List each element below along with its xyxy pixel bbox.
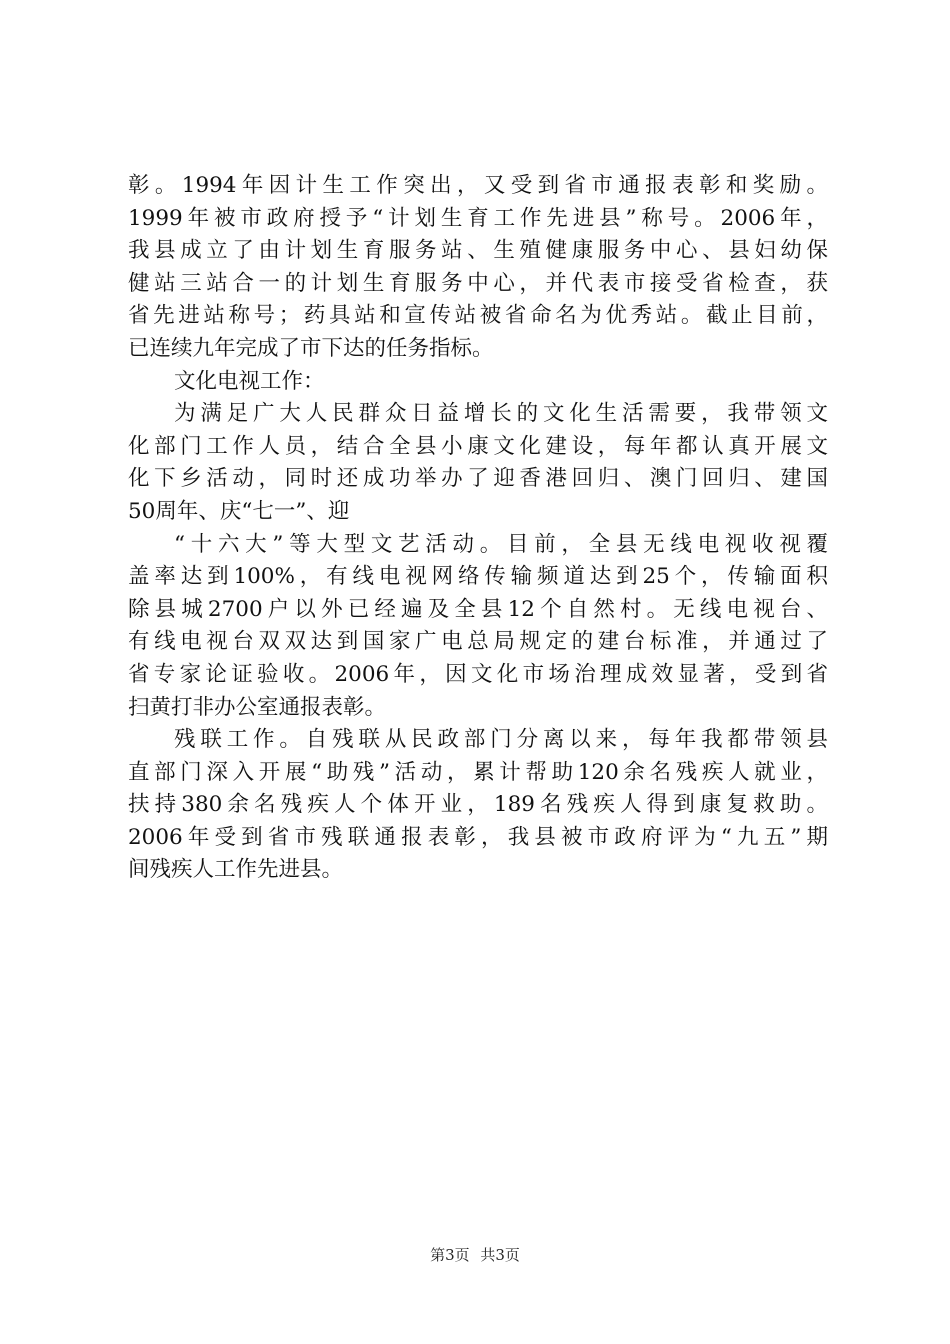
text-line: 2006年受到省市残联通报表彰，我县被市政府评为“九五”期 <box>128 824 828 850</box>
page-number: 第3页 <box>430 1246 470 1264</box>
text-line: 残联工作。自残联从民政部门分离以来，每年我都带领县 <box>174 727 828 753</box>
text-line: 已连续九年完成了市下达的任务指标。 <box>128 335 494 361</box>
text-line: 省先进站称号；药具站和宣传站被省命名为优秀站。截止目前， <box>128 303 828 329</box>
text-line: 盖率达到100%，有线电视网络传输频道达到25个，传输面积 <box>128 564 828 590</box>
text-line: 省专家论证验收。2006年，因文化市场治理成效显著，受到省 <box>128 661 828 687</box>
text-line: 扶持380余名残疾人个体开业，189名残疾人得到康复救助。 <box>128 792 828 818</box>
text-line: “十六大”等大型文艺活动。目前，全县无线电视收视覆 <box>174 531 828 557</box>
text-line: 间残疾人工作先进县。 <box>128 857 344 883</box>
text-line: 直部门深入开展“助残”活动，累计帮助120余名残疾人就业， <box>128 759 828 785</box>
text-line: 健站三站合一的计划生育服务中心，并代表市接受省检查，获 <box>128 270 828 296</box>
page-footer <box>0 1244 950 1265</box>
text-line: 有线电视台双双达到国家广电总局规定的建台标准，并通过了 <box>128 629 828 655</box>
text-line: 化部门工作人员，结合全县小康文化建设，每年都认真开展文 <box>128 433 828 459</box>
section-heading-culture-tv: 文化电视工作： <box>174 368 325 394</box>
text-line: 扫黄打非办公室通报表彰。 <box>128 694 387 720</box>
body-text <box>128 170 828 887</box>
text-line: 除县城2700户以外已经遍及全县12个自然村。无线电视台、 <box>128 596 828 622</box>
text-line: 50周年、庆“七一”、迎 <box>128 498 350 524</box>
page-total: 共3页 <box>480 1246 520 1264</box>
text-line: 为满足广大人民群众日益增长的文化生活需要，我带领文 <box>174 401 828 427</box>
text-line: 1999年被市政府授予“计划生育工作先进县”称号。2006年， <box>128 205 828 231</box>
text-line: 彰。1994年因计生工作突出，又受到省市通报表彰和奖励。 <box>128 173 828 198</box>
text-line: 我县成立了由计划生育服务站、生殖健康服务中心、县妇幼保 <box>128 238 828 264</box>
text-line: 化下乡活动，同时还成功举办了迎香港回归、澳门回归、建国 <box>128 466 828 492</box>
